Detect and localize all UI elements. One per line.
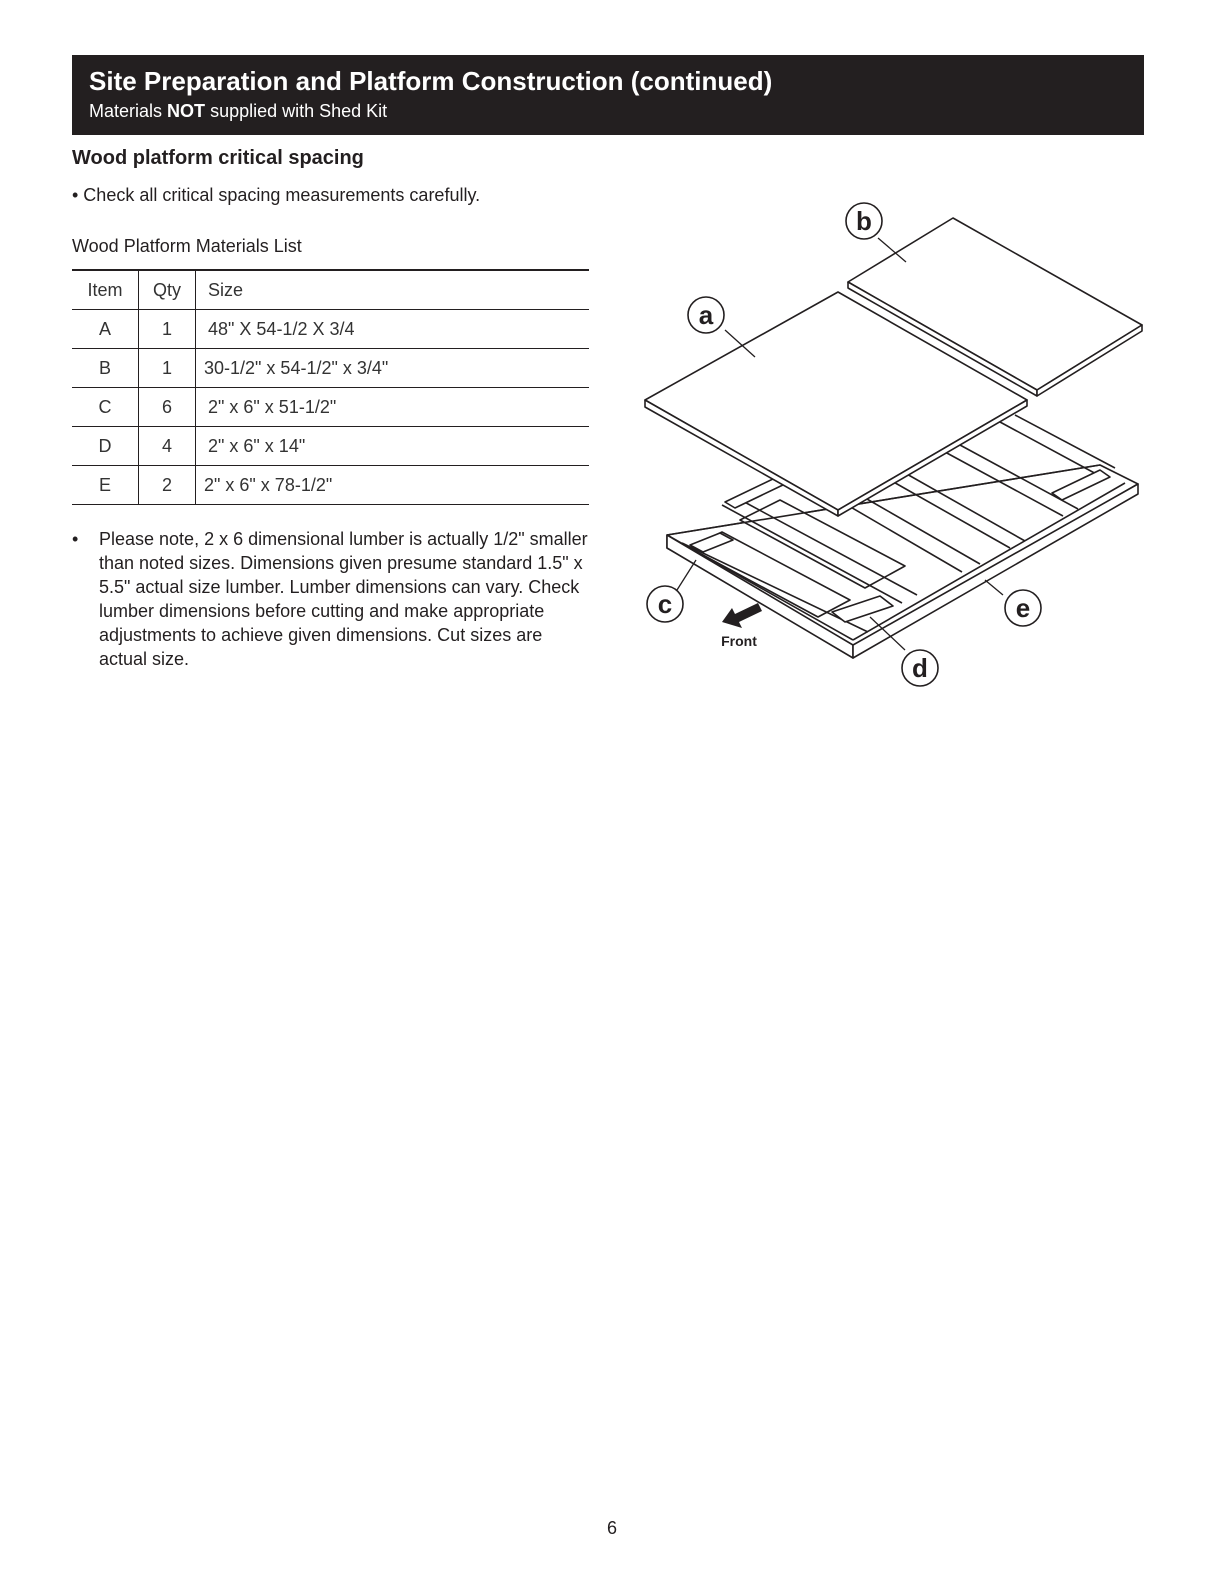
table-row bbox=[72, 388, 589, 427]
front-arrow-icon bbox=[722, 603, 762, 628]
platform-assembly-diagram bbox=[620, 190, 1160, 700]
subtitle-emphasis: NOT bbox=[167, 101, 206, 121]
cell-qty: 1 bbox=[139, 310, 196, 349]
table-row bbox=[72, 466, 589, 505]
column-header-size: Size bbox=[196, 270, 590, 310]
lumber-note bbox=[72, 527, 592, 671]
callout-label-e: e bbox=[1015, 593, 1031, 623]
page-title: Site Preparation and Platform Construction (continued) bbox=[89, 66, 773, 96]
cell-item: B bbox=[72, 349, 139, 388]
cell-size: 2" x 6" x 78-1/2" bbox=[196, 466, 590, 505]
cell-size: 48" X 54-1/2 X 3/4 bbox=[196, 310, 590, 349]
cell-item: A bbox=[72, 310, 139, 349]
subtitle-suffix: supplied with Shed Kit bbox=[210, 101, 388, 121]
table-row bbox=[72, 427, 589, 466]
cell-size: 2" x 6" x 14" bbox=[196, 427, 590, 466]
callout-label-a: a bbox=[698, 300, 714, 330]
section-header-bar bbox=[72, 55, 1144, 135]
cell-item: C bbox=[72, 388, 139, 427]
leader-line-c bbox=[677, 560, 696, 590]
cell-size: 30-1/2" x 54-1/2" x 3/4" bbox=[196, 349, 590, 388]
cell-qty: 1 bbox=[139, 349, 196, 388]
subtitle-prefix: Materials bbox=[89, 101, 163, 121]
intro-bullet: • Check all critical spacing measurements carefully. bbox=[72, 185, 481, 205]
front-label: Front bbox=[721, 633, 757, 649]
note-text: Please note, 2 x 6 dimensional lumber is actually 1/2" smaller than noted sizes. Dimensions given presume standard 1.5" x 5.5" actual size lumber. Lumber dimensions can vary. Check lumber dimensions before cutting and make appropriate adjustments to achieve given dimensions. Cut sizes are actual size. bbox=[99, 529, 588, 669]
cell-qty: 4 bbox=[139, 427, 196, 466]
cell-item: D bbox=[72, 427, 139, 466]
callout-label-d: d bbox=[912, 653, 928, 683]
cell-qty: 6 bbox=[139, 388, 196, 427]
column-header-item: Item bbox=[72, 270, 139, 310]
materials-table bbox=[72, 269, 589, 505]
page-number: 6 bbox=[606, 1518, 617, 1538]
column-header-qty: Qty bbox=[139, 270, 196, 310]
note-bullet: • bbox=[72, 529, 79, 549]
section-heading: Wood platform critical spacing bbox=[72, 147, 364, 169]
cell-qty: 2 bbox=[139, 466, 196, 505]
callout-label-b: b bbox=[856, 206, 872, 236]
table-row bbox=[72, 349, 589, 388]
cell-item: E bbox=[72, 466, 139, 505]
joist-c bbox=[1015, 415, 1115, 468]
page-subtitle bbox=[89, 98, 1144, 124]
table-header-row bbox=[72, 270, 589, 310]
table-row bbox=[72, 310, 589, 349]
leader-line-e bbox=[985, 580, 1003, 595]
table-caption: Wood Platform Materials List bbox=[72, 236, 302, 256]
callout-label-c: c bbox=[657, 589, 673, 619]
cell-size: 2" x 6" x 51-1/2" bbox=[196, 388, 590, 427]
